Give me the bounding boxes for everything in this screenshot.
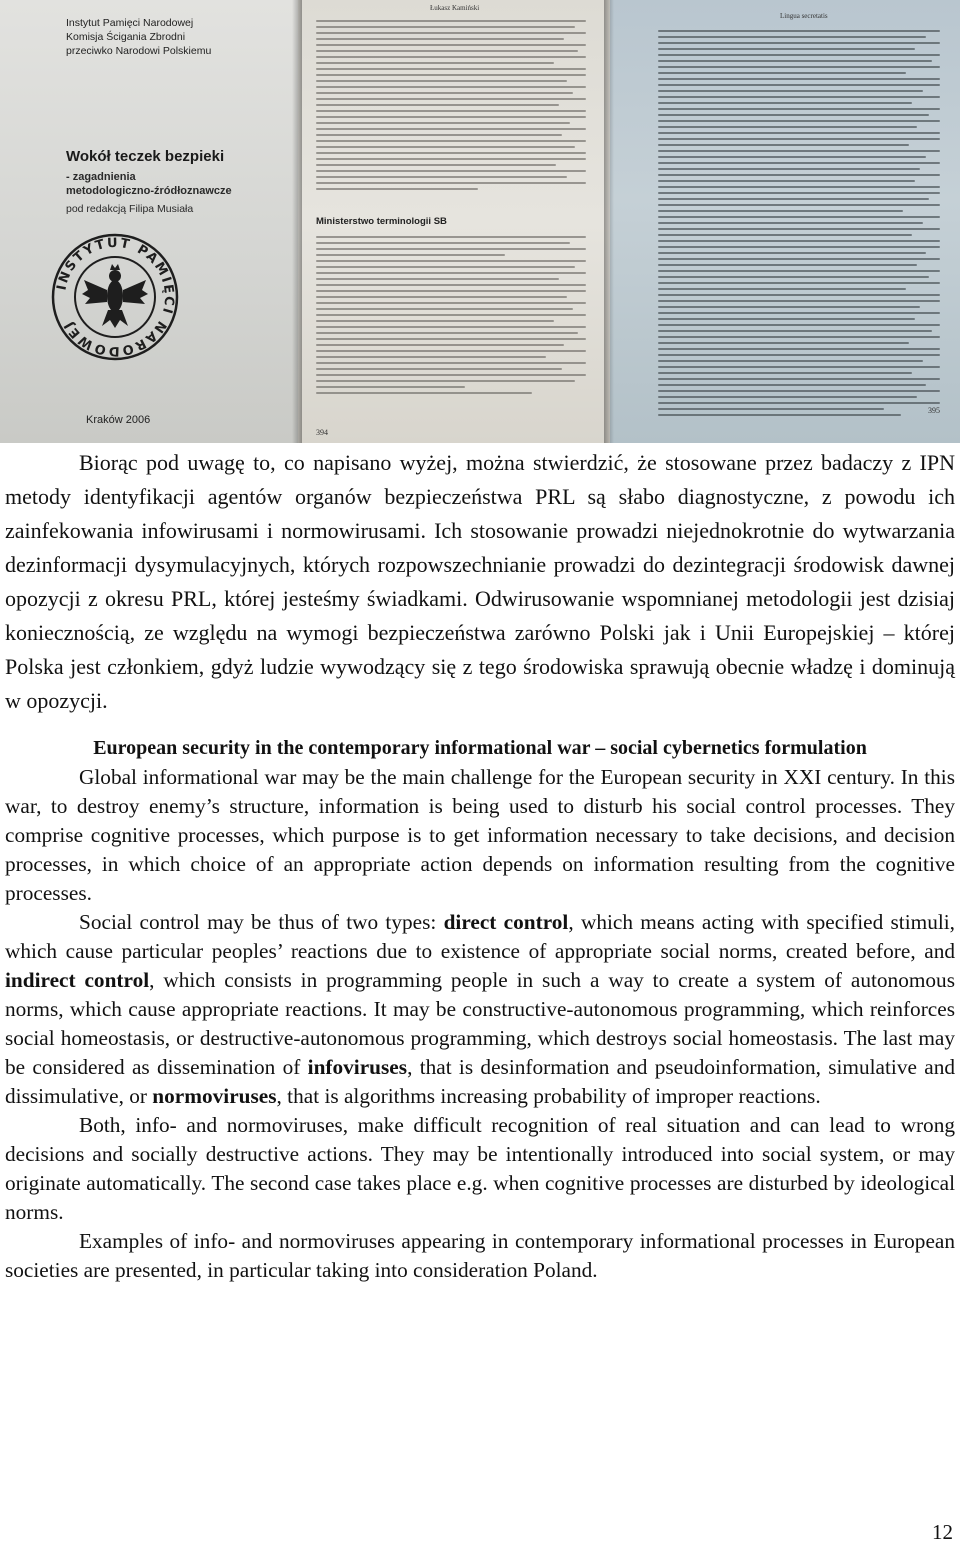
cover-institute: Instytut Pamięci Narodowej Komisja Ścigania Zbrodni przeciwko Narodowi Polskiemu [66,17,212,57]
paragraph-1: Global informational war may be the main challenge for the European security in XXI century. In this war, to destroy enemy’s structure, information is being used to disturb his social control processes. They comprise cognitive processes, which purpose is to get information necessary to take decisions, and decision processes, in which choice of an appropriate action depends on information resulting from the cognitive processes. [5,765,955,905]
ipn-seal-emblem [50,232,180,362]
page-header: Łukasz Kamiński [430,4,480,12]
book-photo [0,0,960,443]
book-page-395 [610,0,960,443]
text-run: Social control may be thus of two types: [79,910,444,934]
page-section-heading: Ministerstwo terminologii SB [316,216,447,227]
paragraph-3: Both, info- and normoviruses, make difficult recognition of real situation and can lead to wrong decisions and socially destructive actions. They may be intentionally introduced into social system, or may originate automatically. The second case takes place e.g. when cognitive processes are disturbed by ideological norms. [5,1113,955,1224]
cover-title: Wokół teczek bezpieki [66,148,225,165]
page-gutter-shadow [292,0,302,443]
cover-place-year: Kraków 2006 [86,414,151,426]
scanned-text-block [316,20,586,194]
term-indirect-control: indirect control [5,968,150,992]
text-run: , that is algorithms increasing probability of improper reactions. [276,1084,821,1108]
page-header: Lingua secretatis [780,12,828,20]
text-run: , which means acting with specified stimuli, which cause particular peoples’ reactions due to existence of appropriate social norms, created before, and [5,910,956,963]
scanned-text-block [658,30,940,420]
page-gutter-shadow [604,0,614,443]
paragraph-4: Examples of info- and normoviruses appearing in contemporary informational processes in European societies are presented, in particular taking into consideration Poland. [5,1229,955,1282]
book-page-394 [298,0,610,443]
seal-text: INSTYTUT PAMIĘCI NARODOWEJ [54,235,177,359]
term-infoviruses: infoviruses [307,1055,408,1079]
cover-subtitle: - zagadnienia metodologiczno-źródłoznawcze [66,171,232,197]
scanned-text-block [316,236,586,398]
text-run: , which consists in programming people in such a way to create a system of autonomous norms, which cause appropriate reactions. It may be constructive-autonomous programming, which reinforces social homeostasis, or destructive-autonomous programming, which destroys social homeostasis. The last may be considered as dissemination of [5,968,955,1079]
cover-editor: pod redakcją Filipa Musiała [66,203,194,215]
page-number-395: 395 [928,406,940,415]
page-number: 12 [932,1520,953,1544]
text-run: , that is desinformation and pseudoinformation, simulative and dissimulative, or [5,1055,955,1108]
document-body [5,446,955,1285]
page-number-394: 394 [316,428,328,437]
term-direct-control: direct control [443,910,569,934]
term-normoviruses: normoviruses [152,1084,277,1108]
paragraph-2 [5,908,955,1111]
book-cover [0,0,298,443]
section-heading: European security in the contemporary informational war – social cybernetics formulation [93,737,867,759]
polish-paragraph: Biorąc pod uwagę to, co napisano wyżej, można stwierdzić, że stosowane przez badaczy z IPN metody identyfikacji agentów organów bezpieczeństwa PRL są słabo diagnostyczne, z powodu ich zainfekowania infowirusami i normowirusami. Ich stosowanie prowadzi niejednokrotnie do wytwarzania dezinformacji dysymulacyjnych, których rozpowszechnianie prowadzi do dezintegracji środowisk dawnej opozycji z okresu PRL, której jesteśmy świadkami. Odwirusowanie wspomnianej metodologii jest dzisiaj koniecznością, ze względu na wymogi bezpieczeństwa zarówno Polski jak i Unii Europejskiej – której Polska jest członkiem, gdyż ludzie wywodzący się z tego środowiska sprawują obecnie władzę i dominują w opozycji. [5,450,955,713]
